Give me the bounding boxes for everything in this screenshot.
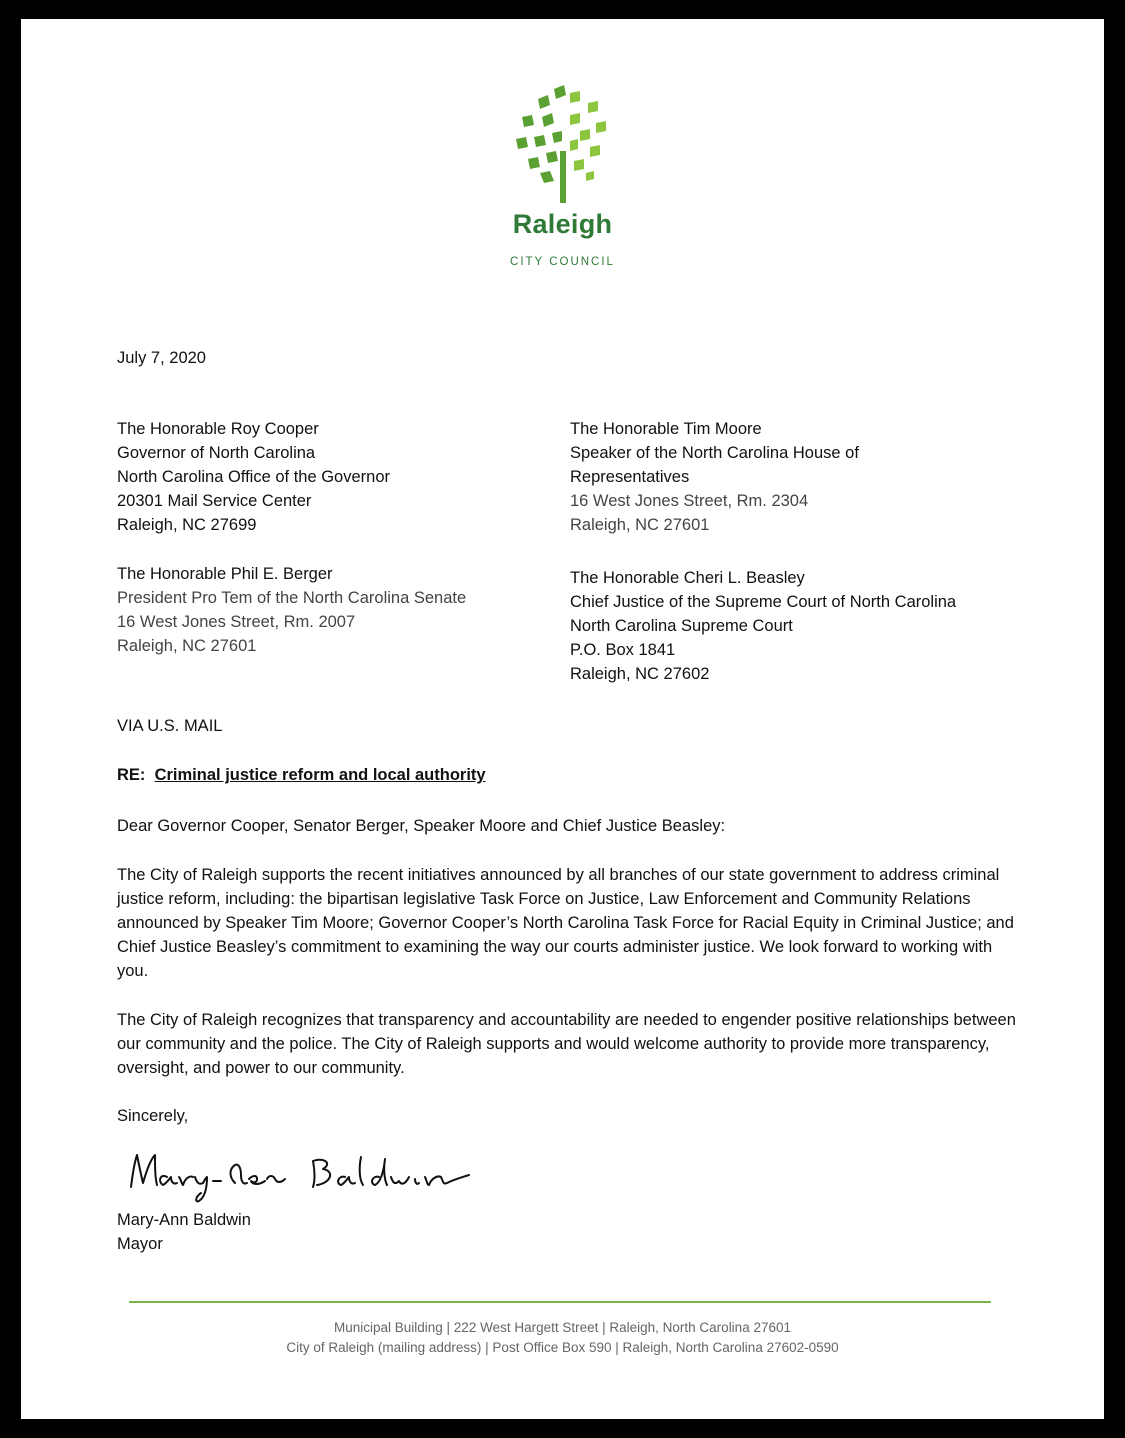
address-line: North Carolina Supreme Court: [570, 617, 793, 635]
footer-divider: [129, 1301, 991, 1303]
address-line: Raleigh, NC 27699: [117, 516, 257, 534]
address-line: 20301 Mail Service Center: [117, 492, 312, 510]
recipient-address-berger: [117, 562, 557, 658]
address-line: The Honorable Phil E. Berger: [117, 565, 333, 583]
logo-wordmark: Raleigh: [512, 209, 613, 239]
address-line: Raleigh, NC 27602: [570, 665, 710, 683]
recipient-address-cooper: [117, 417, 557, 537]
recipient-address-moore: [570, 417, 1040, 537]
address-line: North Carolina Office of the Governor: [117, 468, 390, 486]
delivery-method: VIA U.S. MAIL: [117, 717, 223, 735]
body-paragraph: The City of Raleigh supports the recent initiatives announced by all branches of our state government to address criminal justice reform, including: the bipartisan legislative Task Force on Justice, Law Enforcement and Community Relations announced by Speaker Tim Moore; Governor Cooper’s North Carolina Task Force for Racial Equity in Criminal Justice; and Chief Justice Beasley’s commitment to examining the way our courts administer justice. We look forward to working with you.: [117, 866, 1014, 980]
signer-name: Mary-Ann Baldwin: [117, 1211, 251, 1229]
letter-page: [21, 19, 1104, 1419]
address-line: The Honorable Cheri L. Beasley: [570, 569, 805, 587]
address-line: 16 West Jones Street, Rm. 2304: [570, 492, 809, 510]
address-line: Raleigh, NC 27601: [117, 637, 257, 655]
address-line: Speaker of the North Carolina House of: [570, 444, 859, 462]
body-paragraph: The City of Raleigh recognizes that transparency and accountability are needed to engender positive relationships between our community and the police. The City of Raleigh supports and would welcome authority to provide more transparency, oversight, and power to our community.: [117, 1011, 1016, 1077]
tree-icon: [508, 81, 618, 206]
address-line: Raleigh, NC 27601: [570, 516, 710, 534]
signature-image: [117, 1147, 497, 1205]
address-line: 16 West Jones Street, Rm. 2007: [117, 613, 356, 631]
re-line: [117, 763, 486, 787]
address-line: Governor of North Carolina: [117, 444, 316, 462]
signer-block: [117, 1208, 251, 1256]
address-line: Representatives: [570, 468, 690, 486]
closing: Sincerely,: [117, 1107, 189, 1125]
re-subject: Criminal justice reform and local authority: [154, 766, 486, 784]
salutation: Dear Governor Cooper, Senator Berger, Speaker Moore and Chief Justice Beasley:: [117, 817, 726, 835]
address-line: The Honorable Roy Cooper: [117, 420, 319, 438]
address-line: Chief Justice of the Supreme Court of North Carolina: [570, 593, 957, 611]
footer-address-line: Municipal Building | 222 West Hargett Street | Raleigh, North Carolina 27601: [333, 1320, 791, 1335]
letter-date: July 7, 2020: [117, 349, 206, 367]
address-line: P.O. Box 1841: [570, 641, 676, 659]
signer-title: Mayor: [117, 1235, 163, 1253]
recipient-address-beasley: [570, 566, 1040, 686]
address-line: President Pro Tem of the North Carolina Senate: [117, 589, 467, 607]
logo-subtitle: CITY COUNCIL: [510, 256, 615, 268]
address-line: The Honorable Tim Moore: [570, 420, 762, 438]
footer-mailing-line: City of Raleigh (mailing address) | Post Office Box 590 | Raleigh, North Carolina 27602-0590: [286, 1340, 839, 1355]
re-label: RE:: [117, 766, 146, 784]
